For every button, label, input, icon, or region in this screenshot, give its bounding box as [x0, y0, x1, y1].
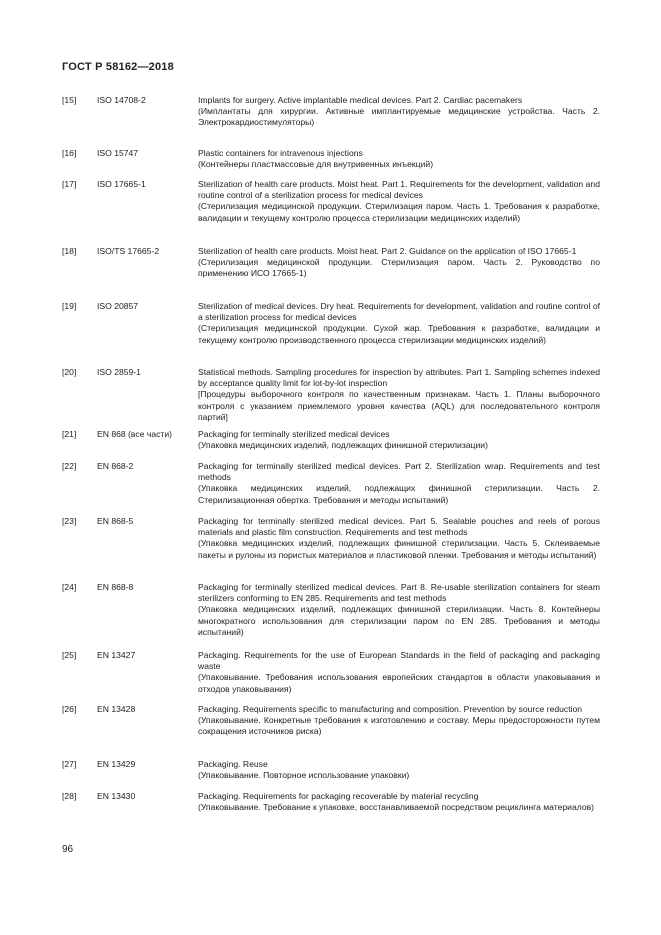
- reference-title: [198, 301, 600, 346]
- title-russian: (Стерилизация медицинской продукции. Сухой жар. Требования к разработке, валидации и текущему контролю производственного процесса стерилизации медицинских изделий): [198, 323, 600, 345]
- standard-code: ISO 20857: [97, 301, 139, 311]
- reference-title: [198, 148, 600, 170]
- reference-entry: [62, 246, 600, 301]
- reference-entry: [62, 301, 600, 367]
- title-english: Packaging for terminally sterilized medical devices: [198, 429, 390, 439]
- standard-code: ISO/TS 17665-2: [97, 246, 160, 256]
- reference-entry: [62, 791, 600, 835]
- reference-entry: [62, 461, 600, 516]
- standard-code: EN 868-8: [97, 582, 134, 592]
- reference-title: [198, 759, 600, 781]
- title-english: Plastic containers for intravenous injections: [198, 148, 363, 158]
- title-russian: (Упаковывание. Конкретные требования к изготовлению и составу. Меры предосторожности путем сокращения источников риска): [198, 715, 600, 737]
- reference-number: [17]: [62, 179, 77, 189]
- title-english: Packaging. Reuse: [198, 759, 268, 769]
- bibliography-list: [62, 95, 600, 835]
- title-russian: (Упаковка медицинских изделий, подлежащих финишной стерилизации. Часть 2. Стерилизационная обертка. Требования и методы испытаний): [198, 483, 600, 505]
- title-russian: (Упаковывание. Требования использования европейских стандартов в области упаковывания и отходов упаковывания): [198, 672, 600, 694]
- reference-title: [198, 246, 600, 280]
- reference-number: [21]: [62, 429, 77, 439]
- standard-code: ISO 15747: [97, 148, 139, 158]
- reference-number: [16]: [62, 148, 77, 158]
- reference-title: [198, 461, 600, 506]
- page-number: 96: [62, 844, 74, 855]
- reference-number: [28]: [62, 791, 77, 801]
- title-english: Statistical methods. Sampling procedures for inspection by attributes. Part 1. Sampling schemes indexed by acceptance quality limit for lot-by-lot inspection: [198, 367, 600, 389]
- reference-entry: [62, 704, 600, 759]
- reference-number: [26]: [62, 704, 77, 714]
- title-english: Packaging. Requirements specific to manufacturing and composition. Prevention by source reduction: [198, 704, 583, 714]
- standard-code: EN 868-5: [97, 516, 134, 526]
- standard-code: ISO 2859-1: [97, 367, 141, 377]
- title-english: Packaging for terminally sterilized medical devices. Part 5. Sealable pouches and reels of porous materials and plastic film construction. Requirements and test methods: [198, 516, 600, 538]
- standard-code: EN 868-2: [97, 461, 134, 471]
- title-english: Sterilization of medical devices. Dry heat. Requirements for development, validation and routine control of a sterilization process for medical devices: [198, 301, 600, 323]
- reference-entry: [62, 429, 600, 461]
- title-russian: (Стерилизация медицинской продукции. Стерилизация паром. Часть 2. Руководство по применению ИСО 17665-1): [198, 257, 600, 279]
- reference-number: [15]: [62, 95, 77, 105]
- document-header: ГОСТ Р 58162—2018: [62, 61, 174, 73]
- reference-number: [18]: [62, 246, 77, 256]
- title-english: Sterilization of health care products. Moist heat. Part 2. Guidance on the application of ISO 17665-1: [198, 246, 577, 256]
- title-russian: (Упаковывание. Повторное использование упаковки): [198, 770, 410, 781]
- reference-number: [19]: [62, 301, 77, 311]
- title-russian: (Контейнеры пластмассовые для внутривенных инъекций): [198, 159, 434, 170]
- reference-title: [198, 650, 600, 695]
- reference-entry: [62, 516, 600, 582]
- reference-title: [198, 429, 600, 451]
- reference-number: [25]: [62, 650, 77, 660]
- standard-code: ISO 14708-2: [97, 95, 146, 105]
- reference-number: [20]: [62, 367, 77, 377]
- reference-number: [22]: [62, 461, 77, 471]
- reference-entry: [62, 95, 600, 148]
- reference-entry: [62, 582, 600, 650]
- title-russian: (Упаковка медицинских изделий, подлежащих финишной стерилизации. Часть 8. Контейнеры многократного использования для стерилизации паром по EN 285. Требования и методы испытаний): [198, 604, 600, 637]
- standard-code: EN 13427: [97, 650, 136, 660]
- standard-code: EN 13428: [97, 704, 136, 714]
- reference-title: [198, 704, 600, 738]
- title-russian: [Процедуры выборочного контроля по качественным признакам. Часть 1. Планы выборочного контроля с указанием приемлемого уровня качества (AQL) для последовательного контроля партий]: [198, 389, 600, 422]
- title-russian: (Упаковка медицинских изделий, подлежащих финишной стерилизации): [198, 440, 488, 451]
- title-russian: (Стерилизация медицинской продукции. Стерилизация паром. Часть 1. Требования к разработке, валидации и текущему контролю процесса стерилизации медицинских изделий): [198, 201, 600, 223]
- title-english: Packaging. Requirements for the use of European Standards in the field of packaging and packaging waste: [198, 650, 600, 672]
- standard-code: EN 13429: [97, 759, 136, 769]
- reference-entry: [62, 650, 600, 704]
- standard-code: EN 868 (все части): [97, 429, 172, 439]
- reference-title: [198, 95, 600, 129]
- title-russian: (Имплантаты для хирургии. Активные имплантируемые медицинские устройства. Часть 2. Электрокардиостимуляторы): [198, 106, 600, 128]
- standard-code: ISO 17665-1: [97, 179, 146, 189]
- reference-title: [198, 791, 600, 813]
- reference-number: [27]: [62, 759, 77, 769]
- reference-entry: [62, 759, 600, 791]
- reference-entry: [62, 148, 600, 179]
- title-russian: (Упаковывание. Требование к упаковке, восстанавливаемой посредством рециклинга материалов): [198, 802, 595, 813]
- reference-entry: [62, 367, 600, 429]
- title-english: Packaging for terminally sterilized medical devices. Part 2. Sterilization wrap. Requirements and test methods: [198, 461, 600, 483]
- title-english: Implants for surgery. Active implantable medical devices. Part 2. Cardiac pacemakers: [198, 95, 523, 105]
- title-russian: (Упаковка медицинских изделий, подлежащих финишной стерилизации. Часть 5. Склеиваемые пакеты и рулоны из пористых материалов и пластиковой пленки. Требования и методы испытаний): [198, 538, 600, 560]
- reference-title: [198, 367, 600, 423]
- reference-number: [23]: [62, 516, 77, 526]
- title-english: Packaging for terminally sterilized medical devices. Part 8. Re-usable sterilization containers for steam sterilizers conforming to EN 285. Requirements and test methods: [198, 582, 600, 604]
- title-english: Packaging. Requirements for packaging recoverable by material recycling: [198, 791, 479, 801]
- reference-entry: [62, 179, 600, 246]
- standard-code: EN 13430: [97, 791, 136, 801]
- reference-title: [198, 516, 600, 561]
- title-english: Sterilization of health care products. Moist heat. Part 1. Requirements for the development, validation and routine control of a sterilization process for medical devices: [198, 179, 600, 201]
- reference-number: [24]: [62, 582, 77, 592]
- reference-title: [198, 582, 600, 638]
- reference-title: [198, 179, 600, 224]
